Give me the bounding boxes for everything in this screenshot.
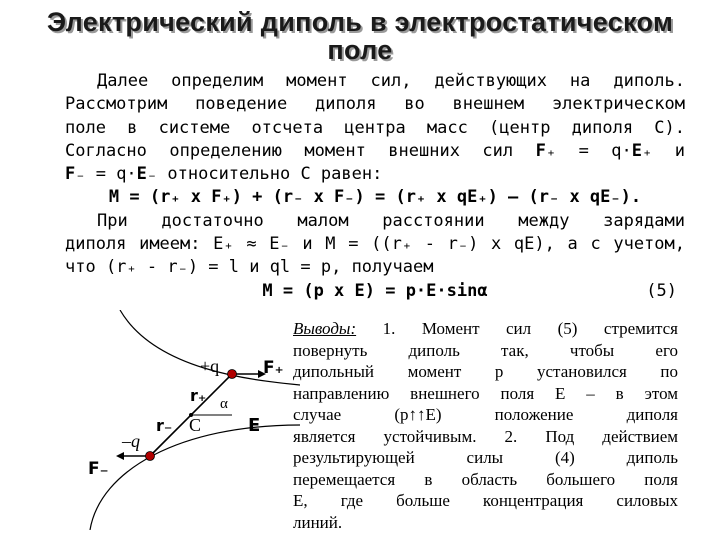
conclusions-line-9: E, где больше концентрация силовых [293,491,678,510]
force-minus-label: F₋ [88,459,109,479]
center-label: C [189,415,202,435]
dipole-diagram [60,310,300,530]
main-paragraph [65,70,685,303]
field-symbol: E [631,140,643,161]
paragraph-line-8: диполя имеем: E₊ ≈ E₋ и M = ((r₊ - r₋) x qE), а с учетом, [65,234,685,255]
text-part: Согласно определению момент внешних сил [65,140,536,161]
conclusions-block [293,318,678,533]
text-part: ₋ относительно C равен: [146,164,383,185]
field-symbol: E [136,164,147,185]
slide-title-line2: поле [327,35,393,65]
conclusions-line-10: линий. [293,512,343,532]
force-minus-arrowhead [116,452,124,460]
conclusions-line-1 [293,318,678,340]
field-e-label: E [248,415,261,436]
text-part: 1. Момент сил (5) стремится [356,319,678,338]
alpha-label: α [220,396,228,412]
force-symbol: F [65,164,76,185]
conclusions-line-4: направлению внешнего поля E – в этом [293,383,678,403]
conclusions-line-8: перемещается в область большего поля [293,469,678,489]
minus-q-label: –q [122,431,140,451]
equation-number: (5) [646,280,677,301]
torque-equation: M = (r₊ x F₊) + (r₋ x F₋) = (r₊ x qE₊) – (r₋ x qE₋). [108,187,642,208]
slide-title-line1: Электрический диполь в электростатическом [46,7,674,37]
text-part: ₋ = q· [75,164,137,185]
conclusions-line-7: результирующей силы (4) диполь [293,448,678,467]
negative-charge [146,452,155,461]
paragraph-line-1: Далее определим момент сил, действующих на диполь. [97,71,685,91]
text-part: ₊ = q· [545,140,632,161]
paragraph-line-9: что (r₊ - r₋) = l и ql = p, получаем [65,257,434,278]
r-minus-label: r₋ [156,416,173,435]
paragraph-line-2: Рассмотрим поведение диполя во внешнем электрическом [65,94,685,115]
paragraph-line-3: поле в системе отсчета центра масс (центр диполя C). [65,117,685,138]
slide-title [30,8,690,64]
paragraph-line-7: При достаточно малом расстоянии между зарядами [97,210,685,231]
plus-q-label: +q [200,356,220,376]
paragraph-line-5 [65,163,685,186]
force-symbol: F [535,140,546,161]
paragraph-line-4 [65,140,685,163]
conclusions-line-3: дипольный момент p установился по [293,362,678,381]
result-equation-line [65,280,685,303]
r-plus-label: r₊ [190,386,207,405]
conclusions-heading: Выводы: [293,319,357,338]
text-part: ₊ и [642,140,685,161]
conclusions-line-2: повернуть диполь так, чтобы его [293,340,678,360]
result-equation: M = (p x E) = p·E·sinα [262,280,488,301]
positive-charge [228,370,237,379]
conclusions-line-5: случае (p↑↑E) положение диполя [293,405,678,424]
conclusions-line-6: является устойчивым. 2. Под действием [293,426,678,446]
force-plus-label: F₊ [263,358,284,378]
